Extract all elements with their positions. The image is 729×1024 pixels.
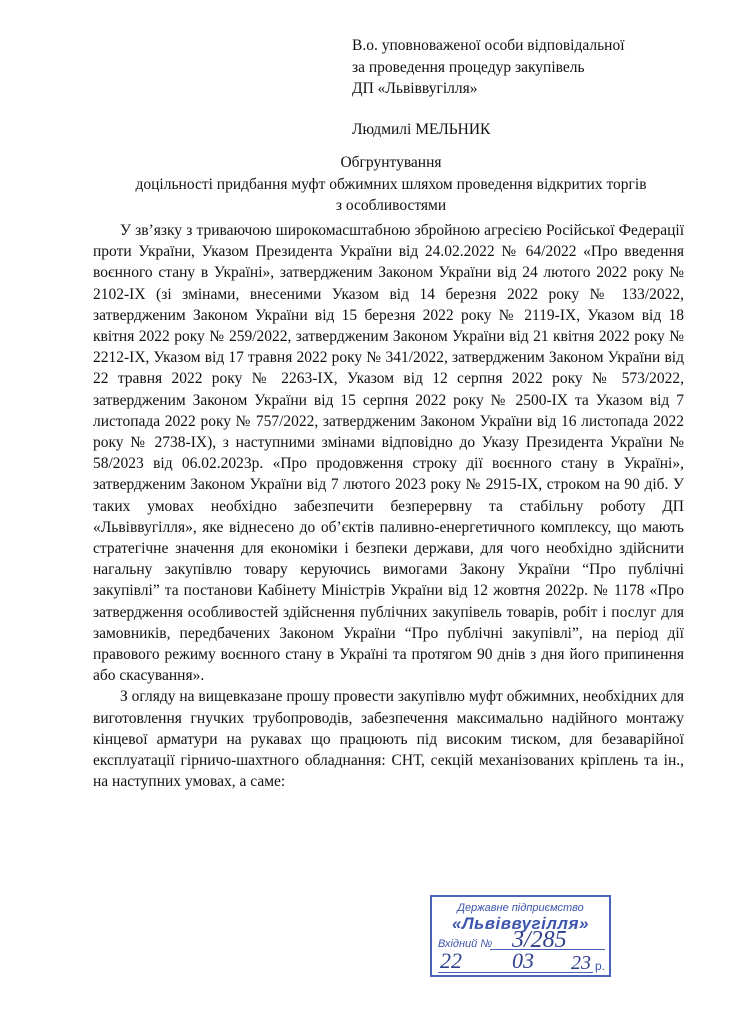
addressee-position-line-2: за проведення процедур закупівель xyxy=(352,58,585,76)
title-line-3: з особливостями xyxy=(335,197,447,214)
stamp-date-month: 03 xyxy=(512,948,534,973)
stamp-incoming-label: Вхідний № xyxy=(438,938,493,950)
body-paragraph-1: У зв’язку з триваючою широкомасштабною збройною агресією Російської Федерації проти України, Указом Президента України від 24.02.2022 № 64/2022 «Про введення воєнного стану в Україні», затвердженим Законом України від 24 лютого 2022 року № 2102-ІХ (зі змінами, внесеними Указом від 14 березня 2022 року № 133/2022, затвердженим Законом України від 15 березня 2022 року № 2119-ІХ, Указом від 18 квітня 2022 року № 259/2022, затвердженим Законом України від 21 квітня 2022 року № 2212-ІХ, Указом від 17 травня 2022 року № 341/2022, затвердженим Законом України від 22 травня 2022 року № 2263-ІХ, Указом від 12 серпня 2022 року № 573/2022, затвердженим Законом України від 15 серпня 2022 року № 2500-ІХ та Указом від 7 листопада 2022 року № 757/2022, затвердженим Законом України від 16 листопада 2022 року № 2738-ІХ), з наступними змінами відповідно до Указу Президента України № 58/2023 від 06.02.2023р. «Про продовження строку дії воєнного стану в Україні», затвердженим Законом України від 7 лютого 2023 року № 2915-ІХ, строком на 90 діб. У таких умовах необхідно забезпечити безперервну та стабільну роботу ДП «Львіввугілля», яке віднесено до об’єктів паливно-енергетичного комплексу, що мають стратегічне значення для економіки і безпеки держави, для чого необхідно здійснити нагальну закупівлю товару керуючись вимогами Закону України “Про публічні закупівлі” та постанови Кабінету Міністрів України від 12 жовтня 2022р. № 1178 «Про затвердження особливостей здійснення публічних закупівель товарів, робіт і послуг для замовників, передбачених Законом України “Про публічні закупівлі”, на період дії правового режиму воєнного стану в Україні та протягом 90 днів з дня його припинення або скасування». xyxy=(93,222,684,685)
stamp-org-type: Державне підприємство xyxy=(457,902,584,914)
addressee-name: Людмилі МЕЛЬНИК xyxy=(352,120,491,138)
stamp-date-suffix: р. xyxy=(595,959,606,973)
registration-stamp xyxy=(430,895,611,977)
stamp-incoming-number: 3/285 xyxy=(512,927,567,953)
addressee-block xyxy=(352,35,692,140)
addressee-position-line-1: В.о. уповноваженої особи відповідальної xyxy=(352,37,625,54)
document-body xyxy=(93,220,684,792)
stamp-date-underline xyxy=(438,972,593,973)
title-line-2: доцільності придбання муфт обжимних шляхом проведення відкритих торгів xyxy=(135,175,647,193)
stamp-org-name: «Львіввугілля» xyxy=(452,914,589,933)
title-line-1: Обгрунтування xyxy=(340,154,442,171)
stamp-date-year: 23 xyxy=(571,952,591,974)
document-title xyxy=(96,152,686,217)
stamp-date-day: 22 xyxy=(440,948,462,973)
body-paragraph-2: З огляду на вищевказане прошу провести закупівлю муфт обжимних, необхідних для виготовлення гнучких трубопроводів, забезпечення максимально надійного монтажу кінцевої арматури на рукавах що працюють під високим тиском, для безаварійної експлуатації гірничо-шахтного обладнання: СНТ, секцій механізованих кріплень та ін., на наступних умовах, а саме: xyxy=(93,688,684,791)
addressee-organization: ДП «Львіввугілля» xyxy=(352,80,478,97)
